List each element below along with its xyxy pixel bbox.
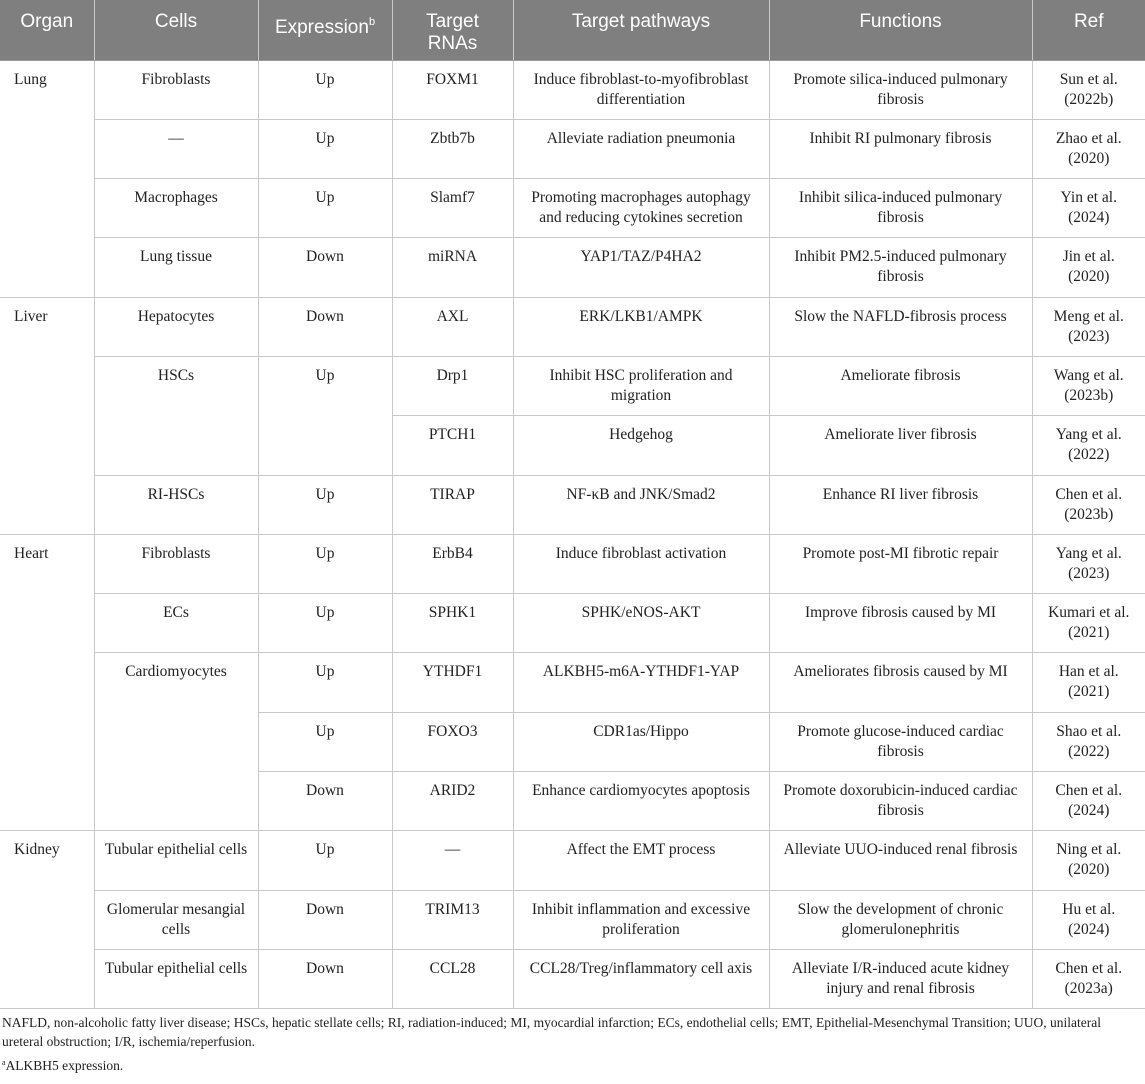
pathway-cell: ERK/LKB1/AMPK — [513, 297, 769, 356]
table-row — [0, 594, 1145, 653]
col-header-target-pathways: Target pathways — [513, 0, 769, 60]
function-cell: Improve fibrosis caused by MI — [769, 594, 1032, 653]
target-cell: — — [392, 831, 513, 890]
expression-cell: Down — [258, 297, 392, 356]
function-cell: Promote doxorubicin-induced cardiac fibrosis — [769, 772, 1032, 831]
expression-cell: Up — [258, 594, 392, 653]
target-cell: Slamf7 — [392, 179, 513, 238]
expression-cell: Down — [258, 949, 392, 1008]
target-cell: FOXM1 — [392, 60, 513, 119]
function-cell: Slow the NAFLD-fibrosis process — [769, 297, 1032, 356]
function-cell: Promote post-MI fibrotic repair — [769, 534, 1032, 593]
pathway-cell: Inhibit HSC proliferation and migration — [513, 356, 769, 415]
target-cell: Zbtb7b — [392, 119, 513, 178]
col-header-functions: Functions — [769, 0, 1032, 60]
expression-cell: Up — [258, 712, 392, 771]
expression-cell: Up — [258, 356, 392, 475]
ref-cell: Yang et al. (2023) — [1032, 534, 1145, 593]
cells-cell: Glomerular mesangial cells — [94, 890, 258, 949]
pathway-cell: Promoting macrophages autophagy and reducing cytokines secretion — [513, 179, 769, 238]
pathway-cell: Affect the EMT process — [513, 831, 769, 890]
col-header-organ: Organ — [0, 0, 94, 60]
target-cell: miRNA — [392, 238, 513, 297]
expression-cell: Down — [258, 772, 392, 831]
function-cell: Ameliorate fibrosis — [769, 356, 1032, 415]
abbreviations-note: NAFLD, non-alcoholic fatty liver disease; HSCs, hepatic stellate cells; RI, radiation-induced; MI, myocardial infarction; ECs, endothelial cells; EMT, Epithelial-Mesenchymal Transition; UUO, unilateral ureteral obstruction; I/R, ischemia/reperfusion. — [2, 1015, 1101, 1050]
target-cell: YTHDF1 — [392, 653, 513, 712]
cells-cell: Hepatocytes — [94, 297, 258, 356]
expression-cell: Up — [258, 179, 392, 238]
expression-cell: Up — [258, 653, 392, 712]
function-cell: Inhibit PM2.5-induced pulmonary fibrosis — [769, 238, 1032, 297]
pathway-cell: Inhibit inflammation and excessive proliferation — [513, 890, 769, 949]
function-cell: Alleviate UUO-induced renal fibrosis — [769, 831, 1032, 890]
col-header-cells: Cells — [94, 0, 258, 60]
organ-cell: Kidney — [0, 831, 94, 1009]
ref-cell: Chen et al. (2023a) — [1032, 949, 1145, 1008]
pathway-cell: NF-κB and JNK/Smad2 — [513, 475, 769, 534]
target-cell: FOXO3 — [392, 712, 513, 771]
ref-cell: Shao et al. (2022) — [1032, 712, 1145, 771]
ref-cell: Jin et al. (2020) — [1032, 238, 1145, 297]
cells-cell: RI-HSCs — [94, 475, 258, 534]
expression-cell: Down — [258, 890, 392, 949]
ref-cell: Sun et al. (2022b) — [1032, 60, 1145, 119]
expression-cell: Up — [258, 534, 392, 593]
target-cell: PTCH1 — [392, 416, 513, 475]
pathway-cell: Alleviate radiation pneumonia — [513, 119, 769, 178]
footnote-mark: a — [2, 1058, 6, 1068]
col-header-ref: Ref — [1032, 0, 1145, 60]
organ-cell: Liver — [0, 297, 94, 534]
pathway-cell: Induce fibroblast activation — [513, 534, 769, 593]
col-header-expression: Expression$^b$ — [258, 0, 392, 60]
target-cell: CCL28 — [392, 949, 513, 1008]
ref-cell: Chen et al. (2024) — [1032, 772, 1145, 831]
ref-cell: Ning et al. (2020) — [1032, 831, 1145, 890]
pathway-cell: YAP1/TAZ/P4HA2 — [513, 238, 769, 297]
expression-cell: Up — [258, 119, 392, 178]
ref-cell: Kumari et al. (2021) — [1032, 594, 1145, 653]
table-row — [0, 831, 1145, 890]
target-cell: TIRAP — [392, 475, 513, 534]
cells-cell: Fibroblasts — [94, 60, 258, 119]
function-cell: Promote glucose-induced cardiac fibrosis — [769, 712, 1032, 771]
ref-cell: Hu et al. (2024) — [1032, 890, 1145, 949]
cells-cell: Fibroblasts — [94, 534, 258, 593]
target-cell: SPHK1 — [392, 594, 513, 653]
table-row — [0, 119, 1145, 178]
pathway-cell: Induce fibroblast-to-myofibroblast differentiation — [513, 60, 769, 119]
pathway-cell: Enhance cardiomyocytes apoptosis — [513, 772, 769, 831]
expression-cell: Up — [258, 475, 392, 534]
expression-cell: Up — [258, 831, 392, 890]
function-cell: Inhibit silica-induced pulmonary fibrosis — [769, 179, 1032, 238]
expression-cell: Up — [258, 60, 392, 119]
function-cell: Enhance RI liver fibrosis — [769, 475, 1032, 534]
ref-cell: Han et al. (2021) — [1032, 653, 1145, 712]
target-cell: ErbB4 — [392, 534, 513, 593]
pathway-cell: SPHK/eNOS-AKT — [513, 594, 769, 653]
cells-cell: Macrophages — [94, 179, 258, 238]
function-cell: Promote silica-induced pulmonary fibrosis — [769, 60, 1032, 119]
ref-cell: Chen et al. (2023b) — [1032, 475, 1145, 534]
pathway-cell: ALKBH5-m6A-YTHDF1-YAP — [513, 653, 769, 712]
cells-cell: Cardiomyocytes — [94, 653, 258, 831]
pathway-cell: CDR1as/Hippo — [513, 712, 769, 771]
table-row — [0, 534, 1145, 593]
table-row — [0, 238, 1145, 297]
function-cell: Inhibit RI pulmonary fibrosis — [769, 119, 1032, 178]
table-row — [0, 475, 1145, 534]
ref-cell: Meng et al. (2023) — [1032, 297, 1145, 356]
pathway-cell: Hedgehog — [513, 416, 769, 475]
table-row — [0, 653, 1145, 712]
cells-cell: Tubular epithelial cells — [94, 831, 258, 890]
col-header-target-rnas: Target RNAs — [392, 0, 513, 60]
organ-cell: Heart — [0, 534, 94, 830]
function-cell: Ameliorates fibrosis caused by MI — [769, 653, 1032, 712]
table-row — [0, 297, 1145, 356]
table-row — [0, 179, 1145, 238]
function-cell: Ameliorate liver fibrosis — [769, 416, 1032, 475]
target-cell: TRIM13 — [392, 890, 513, 949]
ref-cell: Wang et al. (2023b) — [1032, 356, 1145, 415]
organ-cell: Lung — [0, 60, 94, 297]
target-cell: ARID2 — [392, 772, 513, 831]
table-row — [0, 60, 1145, 119]
target-cell: Drp1 — [392, 356, 513, 415]
cells-cell: HSCs — [94, 356, 258, 475]
function-cell: Slow the development of chronic glomerulonephritis — [769, 890, 1032, 949]
ref-cell: Yin et al. (2024) — [1032, 179, 1145, 238]
pathway-cell: CCL28/Treg/inflammatory cell axis — [513, 949, 769, 1008]
table-row — [0, 356, 1145, 415]
expression-cell: Down — [258, 238, 392, 297]
cells-cell: ECs — [94, 594, 258, 653]
table-notes — [0, 1009, 1145, 1075]
table-row — [0, 890, 1145, 949]
cells-cell: Lung tissue — [94, 238, 258, 297]
ref-cell: Yang et al. (2022) — [1032, 416, 1145, 475]
target-cell: AXL — [392, 297, 513, 356]
expression-footnote-mark: b — [368, 16, 376, 28]
cells-cell: Tubular epithelial cells — [94, 949, 258, 1008]
ref-cell: Zhao et al. (2020) — [1032, 119, 1145, 178]
footnote — [2, 1053, 1143, 1075]
header-row — [0, 0, 1145, 60]
table-row — [0, 949, 1145, 1008]
footnote-text: ALKBH5 expression. — [5, 1058, 124, 1074]
cells-cell: — — [94, 119, 258, 178]
function-cell: Alleviate I/R-induced acute kidney injury and renal fibrosis — [769, 949, 1032, 1008]
